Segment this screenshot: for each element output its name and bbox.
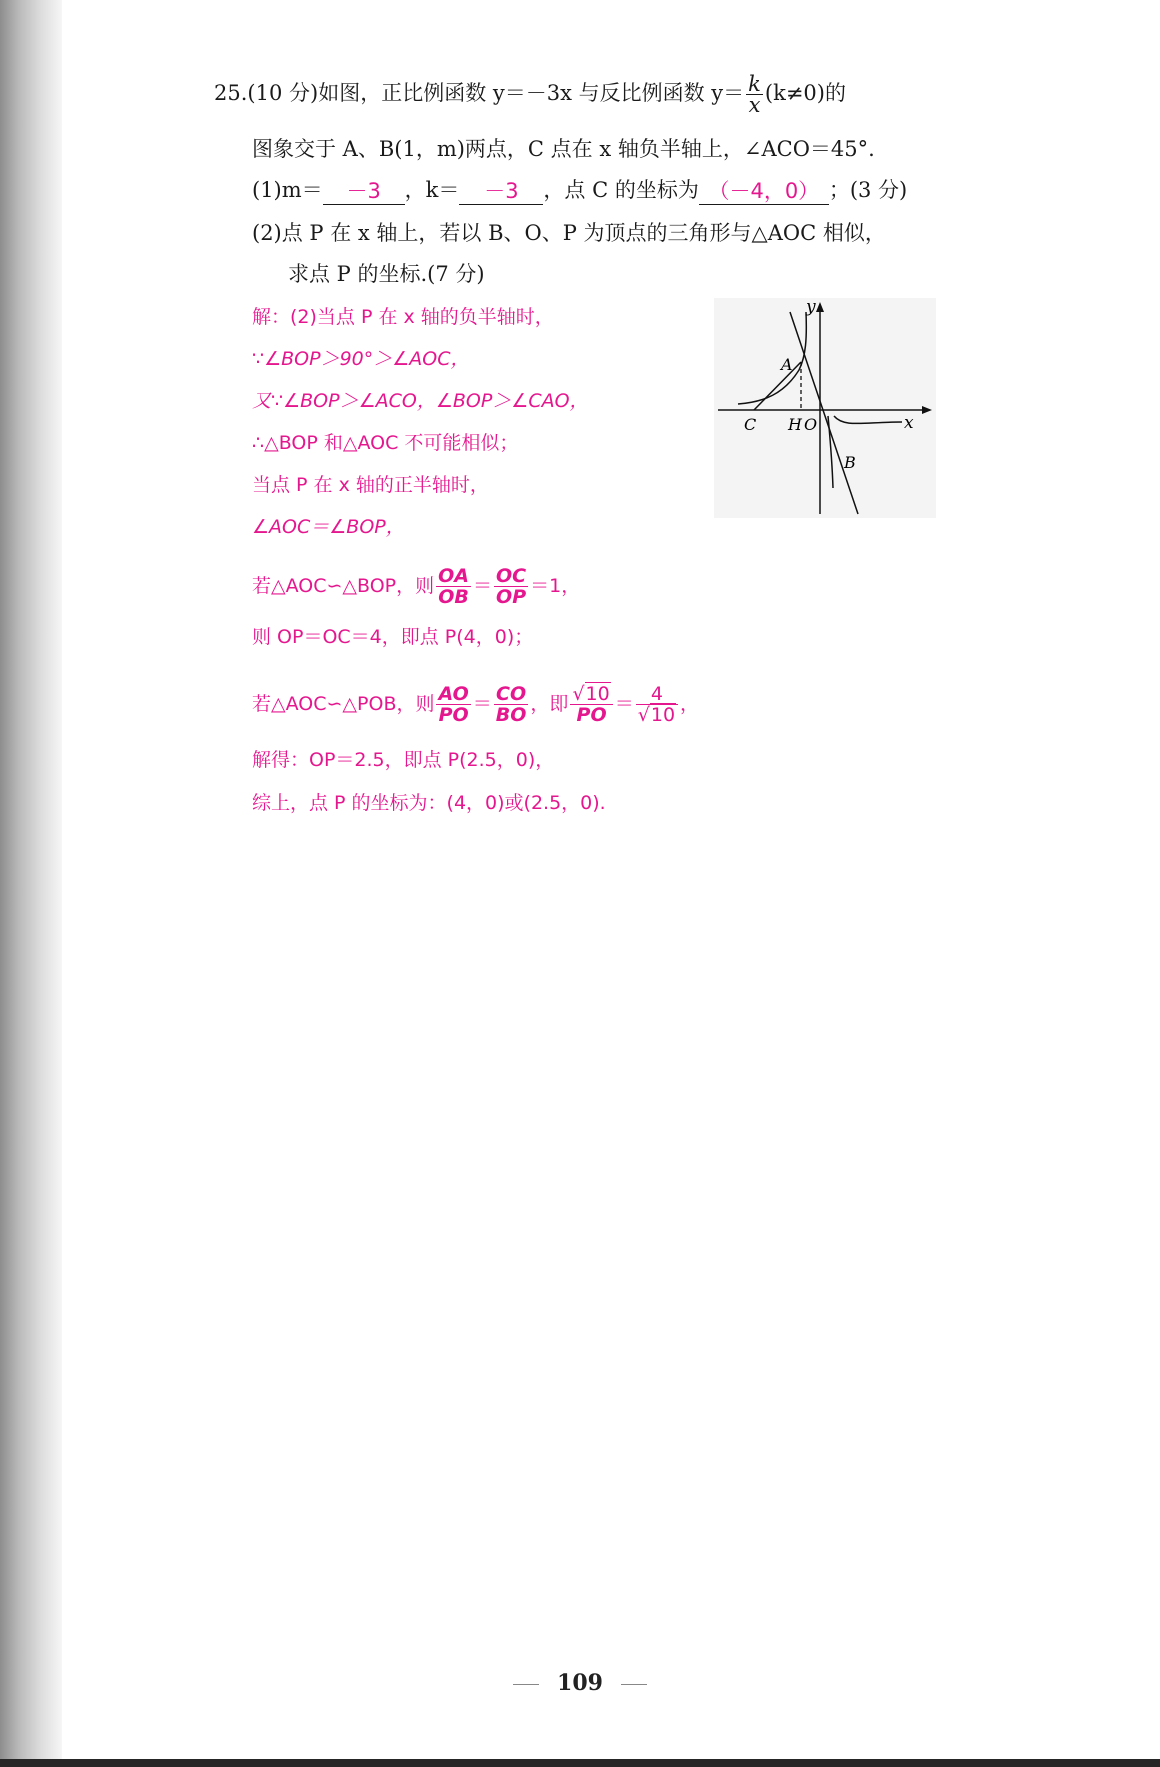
point-o-label: O xyxy=(804,415,818,434)
point-a-label: A xyxy=(781,355,793,374)
problem-stem: 如图，正比例函数 y＝－3x 与反比例函数 y＝ xyxy=(318,81,745,105)
fraction-co-bo: $\frac{CO}{BO}$ xyxy=(495,683,527,726)
solution-line-5: 当点 P 在 x 轴的正半轴时， xyxy=(252,474,489,496)
solution-line-3: 又∵∠BOP＞∠ACO，∠BOP＞∠CAO， xyxy=(252,390,589,412)
k-over-x-fraction: $\frac{k}{x}$ xyxy=(748,72,761,117)
x-axis-label: x xyxy=(904,413,914,433)
part-1-label-c: ，点 C 的坐标为 xyxy=(543,178,699,202)
problem-score: (10 分) xyxy=(247,81,319,105)
coordinate-figure xyxy=(714,298,936,518)
part-1-line xyxy=(252,175,907,205)
solution-line-7: 若△AOC∽△BOP，则 $\frac{OA}{OB}$ ＝ $\frac{OC}{OP}$ ＝1， xyxy=(252,565,581,608)
part-2-line-2: 求点 P 的坐标.(7 分) xyxy=(288,262,485,286)
fraction-sqrt10-po: $\frac{√10}{PO}$ xyxy=(570,684,612,725)
solution-line-4: ∴△BOP 和△AOC 不可能相似； xyxy=(252,432,519,454)
solution-line-11: 综上，点 P 的坐标为：(4，0)或(2.5，0). xyxy=(252,792,606,814)
answer-point-c: （－4，0） xyxy=(699,176,829,205)
part-1-score: ；(3 分) xyxy=(828,178,908,202)
fraction-ao-po: $\frac{AO}{PO}$ xyxy=(438,683,469,726)
fraction-oa-ob: $\frac{OA}{OB}$ xyxy=(438,565,470,608)
answer-k: －3 xyxy=(459,176,543,205)
part-2-line-1: (2)点 P 在 x 轴上，若以 B、O、P 为顶点的三角形与△AOC 相似， xyxy=(252,221,886,245)
problem-line-1 xyxy=(214,74,846,115)
y-axis-label: y xyxy=(806,298,816,317)
fraction-4-sqrt10: $\frac{4}{√10}$ xyxy=(636,684,678,725)
solution-line-1: 解：(2)当点 P 在 x 轴的负半轴时， xyxy=(252,306,554,328)
footer-dash-right xyxy=(621,1684,647,1685)
sqrt-symbol: √10 xyxy=(572,683,610,705)
solution-line-2: ∵∠BOP＞90°＞∠AOC， xyxy=(252,348,470,370)
page-number: 109 xyxy=(557,1670,603,1696)
problem-number: 25. xyxy=(214,81,248,105)
fraction-oc-op: $\frac{OC}{OP}$ xyxy=(496,565,527,608)
part-1-label-m: (1)m＝ xyxy=(252,178,323,202)
footer-dash-left xyxy=(513,1684,539,1685)
bottom-edge-bar xyxy=(0,1759,1160,1767)
book-spine-shadow xyxy=(0,0,62,1767)
solution-line-6: ∠AOC＝∠BOP， xyxy=(252,516,405,538)
page-footer xyxy=(0,1670,1160,1696)
problem-stem-end: (k≠0)的 xyxy=(764,81,846,105)
point-b-label: B xyxy=(844,453,856,472)
sqrt-symbol: √10 xyxy=(637,704,676,726)
point-h-label: H xyxy=(788,415,802,434)
part-1-label-k: ，k＝ xyxy=(404,178,460,202)
problem-line-2: 图象交于 A、B(1，m)两点，C 点在 x 轴负半轴上，∠ACO＝45°. xyxy=(252,137,875,161)
solution-line-10: 解得：OP＝2.5，即点 P(2.5，0)， xyxy=(252,749,555,771)
figure-background xyxy=(714,298,936,518)
point-c-label: C xyxy=(744,415,757,434)
solution-line-8: 则 OP＝OC＝4，即点 P(4，0)； xyxy=(252,626,534,648)
solution-line-9: 若△AOC∽△POB，则 $\frac{AO}{PO}$ ＝ $\frac{CO}{BO}$ ，即 $\frac{√10}{PO}$ ＝ $\frac{4}{√10}$ ， xyxy=(252,683,700,726)
answer-m: －3 xyxy=(323,176,405,205)
